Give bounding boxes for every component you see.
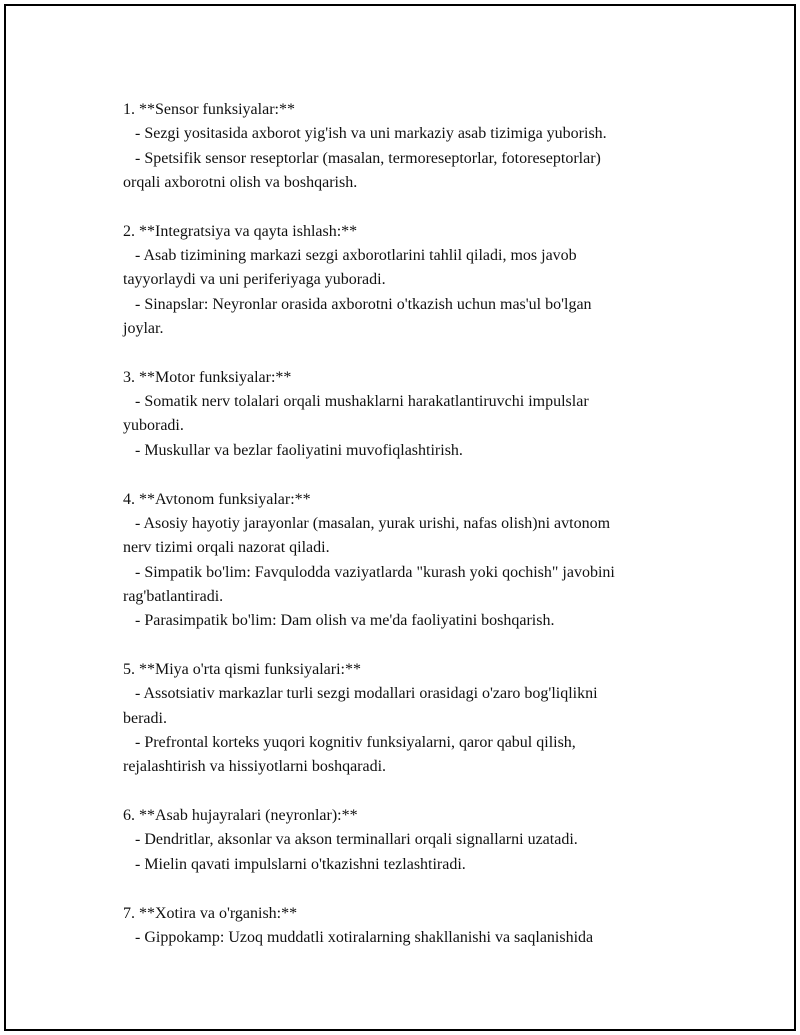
section-heading: 6. **Asab hujayralari (neyronlar):** bbox=[123, 807, 358, 825]
section-1 bbox=[123, 98, 703, 195]
section-7 bbox=[123, 902, 703, 951]
section-line: - Asab tizimining markazi sezgi axborotlarini tahlil qiladi, mos javob bbox=[123, 247, 577, 265]
section-line: rejalashtirish va hissiyotlarni boshqaradi. bbox=[123, 758, 387, 776]
section-6 bbox=[123, 804, 703, 877]
section-line: - Muskullar va bezlar faoliyatini muvofiqlashtirish. bbox=[123, 441, 463, 459]
document-body bbox=[123, 98, 703, 975]
section-line: - Sinapslar: Neyronlar orasida axborotni o'tkazish uchun mas'ul bo'lgan bbox=[123, 295, 592, 313]
section-heading: 1. **Sensor funksiyalar:** bbox=[123, 101, 295, 118]
section-heading: 5. **Miya o'rta qismi funksiyalari:** bbox=[123, 661, 361, 679]
section-5 bbox=[123, 658, 703, 779]
section-line: - Gippokamp: Uzoq muddatli xotiralarning shakllanishi va saqlanishida bbox=[123, 928, 594, 946]
section-line: - Parasimpatik bo'lim: Dam olish va me'da faoliyatini boshqarish. bbox=[123, 612, 555, 630]
section-line: - Asosiy hayotiy jarayonlar (masalan, yurak urishi, nafas olish)ni avtonom bbox=[123, 514, 611, 532]
section-4 bbox=[123, 488, 703, 634]
section-line: yuboradi. bbox=[123, 417, 184, 435]
section-2 bbox=[123, 220, 703, 341]
page-border bbox=[4, 4, 796, 1031]
section-heading: 7. **Xotira va o'rganish:** bbox=[123, 904, 298, 922]
section-heading: 2. **Integratsiya va qayta ishlash:** bbox=[123, 222, 358, 240]
section-heading: 3. **Motor funksiyalar:** bbox=[123, 368, 292, 386]
section-heading: 4. **Avtonom funksiyalar:** bbox=[123, 490, 311, 508]
section-line: nerv tizimi orqali nazorat qiladi. bbox=[123, 539, 330, 557]
section-3 bbox=[123, 366, 703, 463]
section-line: - Sezgi yositasida axborot yig'ish va uni markaziy asab tizimiga yuborish. bbox=[123, 125, 607, 143]
section-line: orqali axborotni olish va boshqarish. bbox=[123, 173, 358, 191]
section-line: rag'batlantiradi. bbox=[123, 587, 224, 605]
section-line: - Somatik nerv tolalari orqali mushaklarni harakatlantiruvchi impulslar bbox=[123, 393, 589, 411]
section-line: tayyorlaydi va uni periferiyaga yuboradi. bbox=[123, 271, 386, 289]
section-line: - Spetsifik sensor reseptorlar (masalan, termoreseptorlar, fotoreseptorlar) bbox=[123, 149, 601, 167]
section-line: - Dendritlar, aksonlar va akson terminallari orqali signallarni uzatadi. bbox=[123, 831, 578, 849]
section-line: beradi. bbox=[123, 709, 167, 727]
section-line: - Assotsiativ markazlar turli sezgi modallari orasidagi o'zaro bog'liqlikni bbox=[123, 685, 598, 703]
section-line: joylar. bbox=[123, 319, 164, 337]
section-line: - Prefrontal korteks yuqori kognitiv funksiyalarni, qaror qabul qilish, bbox=[123, 733, 576, 751]
section-line: - Mielin qavati impulslarni o'tkazishni tezlashtiradi. bbox=[123, 855, 466, 873]
section-line: - Simpatik bo'lim: Favqulodda vaziyatlarda "kurash yoki qochish" javobini bbox=[123, 563, 615, 581]
